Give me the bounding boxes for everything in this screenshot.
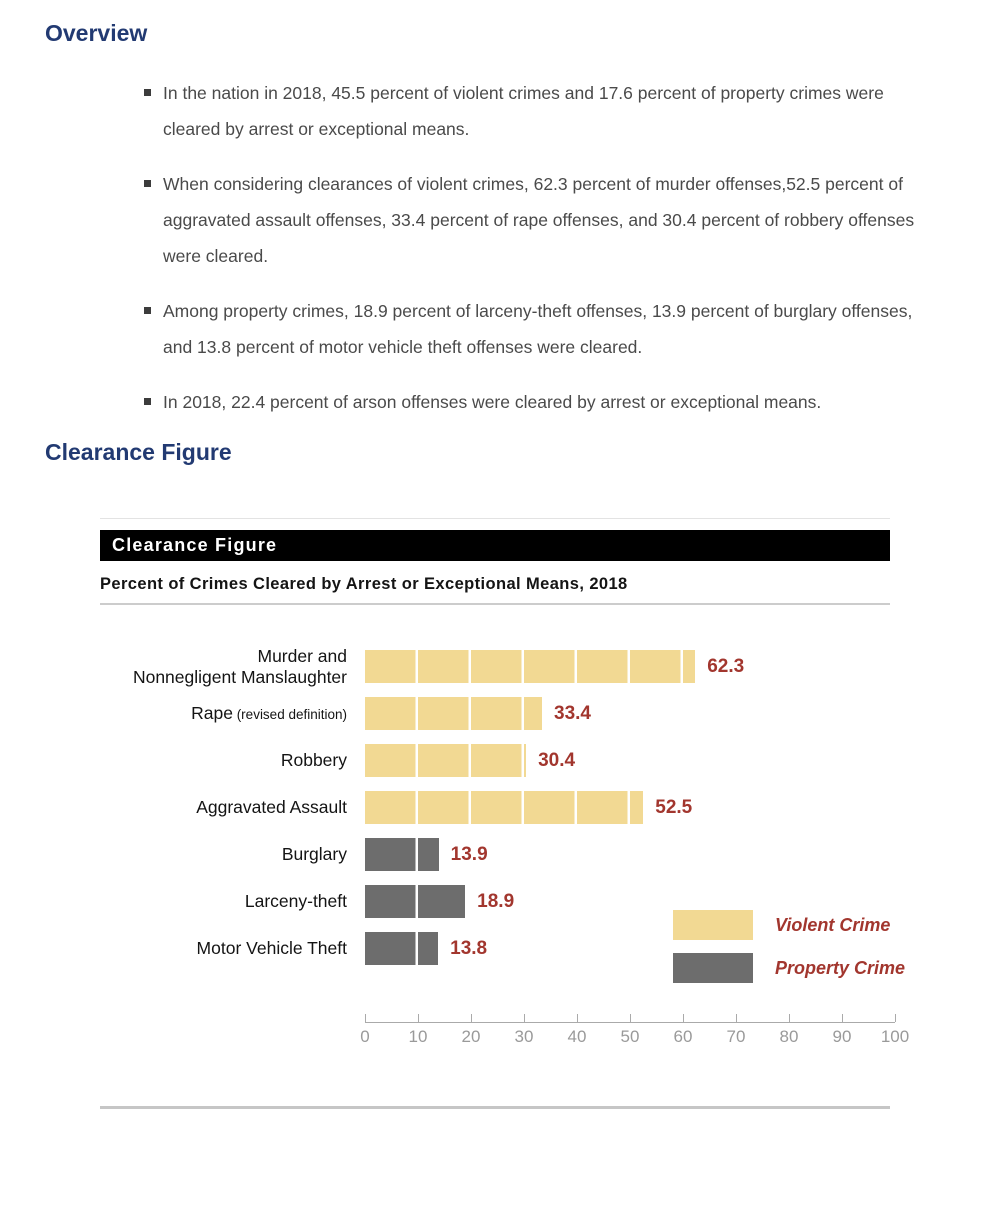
legend-label: Property Crime [775,957,906,978]
figure-title-bar: Clearance Figure [100,530,890,561]
bar-row [100,690,890,737]
chart-legend [673,910,905,996]
overview-bullet: When considering clearances of violent crimes, 62.3 percent of murder offenses,52.5 percent of aggravated assault offenses, 33.4 percent of rape offenses, and 30.4 percent of robbery offenses were cleared. [144,166,919,274]
bar-value-label: 30.4 [538,749,576,771]
axis-tick [736,1014,737,1022]
axis-tick-label: 100 [880,1027,910,1046]
category-label: Aggravated Assault [196,797,347,817]
axis-tick [365,1014,366,1022]
category-label: Burglary [281,844,347,864]
bar [365,932,438,965]
axis-tick-label: 30 [514,1027,534,1046]
legend-swatch [673,910,753,940]
clearance-figure-heading: Clearance Figure [45,439,232,465]
bar-value-label: 13.8 [450,937,488,959]
axis-tick [524,1014,525,1022]
bar-row [100,831,890,878]
overview-heading: Overview [45,20,148,46]
axis-tick-label: 50 [620,1027,640,1046]
axis-tick-label: 80 [779,1027,799,1046]
x-axis [360,1014,910,1046]
legend-item [673,910,905,940]
bar [365,744,526,777]
bar-chart [100,605,906,978]
figure-subtitle: Percent of Crimes Cleared by Arrest or Exceptional Means, 2018 [100,575,628,593]
overview-bullet: In 2018, 22.4 percent of arson offenses were cleared by arrest or exceptional means. [144,384,919,420]
axis-tick-label: 40 [567,1027,587,1046]
bar-value-label: 33.4 [554,702,591,724]
axis-tick-label: 90 [832,1027,852,1046]
axis-tick [789,1014,790,1022]
bar-row [100,643,890,690]
overview-bullet: Among property crimes, 18.9 percent of larceny-theft offenses, 13.9 percent of burglary offenses, and 13.8 percent of motor vehicle theft offenses were cleared. [144,293,919,365]
bar [365,838,439,871]
bar-value-label: 62.3 [707,655,745,677]
bar-row [100,737,890,784]
category-label: Motor Vehicle Theft [196,938,347,958]
legend-item [673,953,905,983]
overview-bullet: In the nation in 2018, 45.5 percent of violent crimes and 17.6 percent of property crimes were cleared by arrest or exceptional means. [144,75,919,147]
axis-tick [577,1014,578,1022]
axis-tick-label: 70 [726,1027,746,1046]
bar [365,885,465,918]
legend-swatch [673,953,753,983]
axis-tick-label: 60 [673,1027,693,1046]
axis-tick [842,1014,843,1022]
figure-bottom-divider [100,1106,890,1109]
category-label: Rape (revised definition) [191,702,347,723]
axis-tick-label: 0 [360,1027,370,1046]
axis-tick-label: 10 [408,1027,428,1046]
bar [365,697,542,730]
bar-value-label: 18.9 [477,890,515,912]
bar [365,650,695,683]
overview-bullet-list [144,75,919,420]
axis-tick [630,1014,631,1022]
axis-tick [471,1014,472,1022]
bar-value-label: 52.5 [655,796,693,818]
legend-label: Violent Crime [775,914,891,935]
bar-value-label: 13.9 [450,843,488,865]
axis-tick [683,1014,684,1022]
bar-row [100,784,890,831]
clearance-figure-panel [100,518,910,1109]
axis-tick [895,1014,896,1022]
category-label: Robbery [280,750,347,770]
bar [365,791,643,824]
category-label: Murder and Nonnegligent Manslaughter [132,645,347,687]
category-label-note: (revised definition) [232,706,347,722]
axis-tick-label: 20 [461,1027,481,1046]
axis-tick [418,1014,419,1022]
category-label: Larceny-theft [244,891,347,911]
